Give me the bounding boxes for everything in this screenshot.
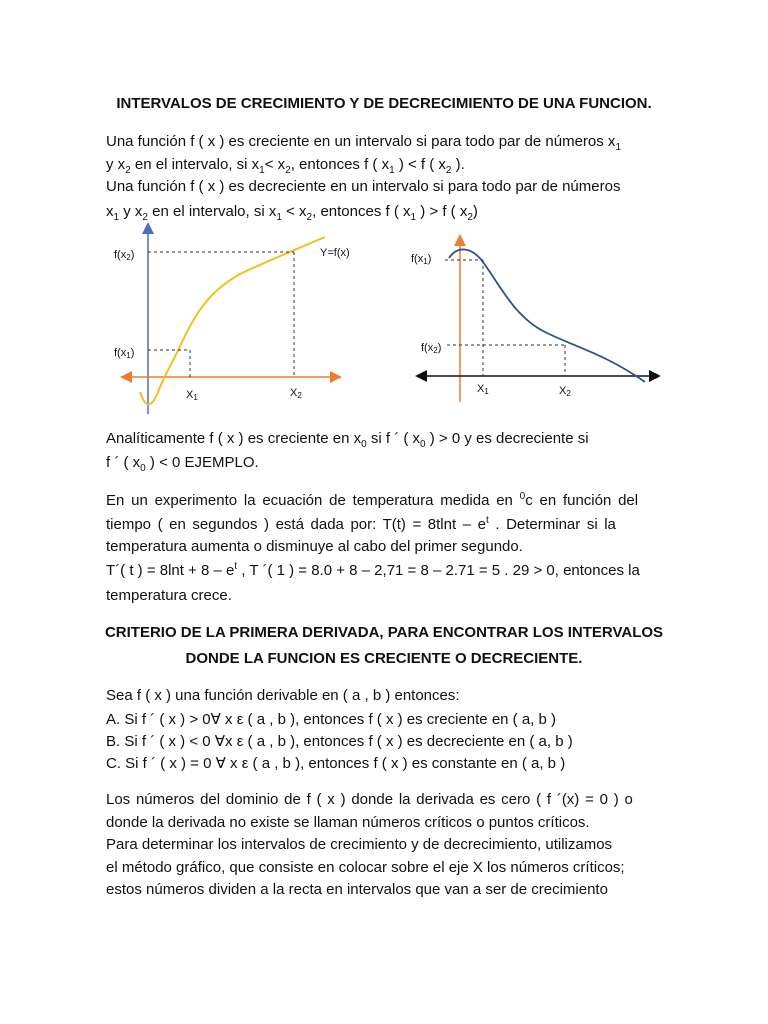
text: ) > 0 y es decreciente si bbox=[425, 430, 589, 447]
subscript: 2 bbox=[285, 165, 291, 176]
text: en el intervalo, si x bbox=[147, 203, 277, 220]
text: ) bbox=[472, 203, 478, 220]
text: , entonces f ( x bbox=[312, 203, 411, 220]
criterion-b: B. Si f ´ ( x ) < 0 ∀x ε ( a , b ), entonces f ( x ) es decreciente en ( a, b ) bbox=[106, 733, 573, 750]
superscript: t bbox=[234, 561, 238, 572]
subscript: 2 bbox=[467, 212, 473, 223]
experiment-line-5: temperatura crece. bbox=[106, 587, 232, 604]
text: T´( t ) = 8lnt + 8 – e bbox=[106, 562, 235, 579]
label-curve: Y=f(x) bbox=[320, 247, 350, 259]
text: x bbox=[106, 203, 114, 220]
superscript: t bbox=[485, 515, 489, 526]
label-x1: X1 bbox=[477, 383, 489, 396]
experiment-line-3: temperatura aumenta o disminuye al cabo del primer segundo. bbox=[106, 538, 523, 555]
subscript: 2 bbox=[125, 165, 131, 176]
definition-line-3: Una función f ( x ) es decreciente en un intervalo si para todo par de números bbox=[106, 178, 621, 195]
text: < x bbox=[264, 156, 286, 173]
subscript: 2 bbox=[306, 212, 313, 223]
critical-line-1: Los números del dominio de f ( x ) donde la derivada es cero ( f ´(x) = 0 ) o bbox=[106, 791, 633, 808]
decreasing-curve bbox=[449, 249, 645, 382]
experiment-line-4 bbox=[106, 561, 640, 579]
decreasing-function-graph bbox=[405, 232, 660, 412]
text: Una función f ( x ) es creciente en un intervalo si para todo par de números x bbox=[106, 133, 616, 150]
definition-line-4 bbox=[106, 203, 478, 223]
increasing-function-graph bbox=[100, 222, 350, 417]
text: en el intervalo, si x bbox=[130, 156, 260, 173]
text: ) > f ( x bbox=[416, 203, 468, 220]
text: si f ´ ( x bbox=[366, 430, 421, 447]
text: tiempo ( en segundos ) está dada por: T(t) = 8tlnt – e bbox=[106, 516, 486, 533]
text: y x bbox=[106, 156, 126, 173]
label-x2: X2 bbox=[290, 387, 302, 400]
text: f ´ ( x bbox=[106, 454, 141, 471]
text: , entonces f ( x bbox=[290, 156, 390, 173]
subscript: 1 bbox=[113, 212, 120, 223]
subscript: 1 bbox=[389, 165, 395, 176]
label-x2: X2 bbox=[559, 385, 571, 398]
text: , T ´( 1 ) = 8.0 + 8 – 2,71 = 8 – 2.71 = 5 . 29 > 0, entonces la bbox=[237, 562, 640, 579]
text: ). bbox=[451, 156, 465, 173]
criterion-c: C. Si f ´ ( x ) = 0 ∀ x ε ( a , b ), entonces f ( x ) es constante en ( a, b ) bbox=[106, 755, 566, 772]
text: y x bbox=[119, 203, 143, 220]
critical-line-2: donde la derivada no existe se llaman números críticos o puntos críticos. bbox=[106, 814, 590, 831]
analytic-line-1 bbox=[106, 430, 589, 450]
increasing-curve bbox=[140, 237, 325, 404]
text: En un experimento la ecuación de temperatura medida en bbox=[106, 492, 520, 509]
critical-line-5: estos números dividen a la recta en intervalos que van a ser de crecimiento bbox=[106, 881, 608, 898]
subscript: 1 bbox=[259, 165, 265, 176]
subscript: 1 bbox=[615, 142, 621, 153]
main-title: INTERVALOS DE CRECIMIENTO Y DE DECRECIMIENTO DE UNA FUNCION. bbox=[116, 95, 652, 112]
analytic-line-2 bbox=[106, 454, 259, 474]
text: ) < f ( x bbox=[394, 156, 446, 173]
subscript: 0 bbox=[140, 463, 146, 474]
label-fx2: f(x2) bbox=[421, 342, 442, 355]
subscript: 2 bbox=[142, 212, 148, 223]
experiment-line-1 bbox=[106, 491, 638, 509]
label-fx1: f(x1) bbox=[411, 253, 432, 266]
critical-line-4: el método gráfico, que consiste en colocar sobre el eje X los números críticos; bbox=[106, 859, 625, 876]
text: < x bbox=[281, 203, 307, 220]
critical-line-3: Para determinar los intervalos de crecimiento y de decrecimiento, utilizamos bbox=[106, 836, 613, 853]
section-title-line-2: DONDE LA FUNCION ES CRECIENTE O DECRECIENTE. bbox=[185, 650, 583, 667]
criterion-intro: Sea f ( x ) una función derivable en ( a , b ) entonces: bbox=[106, 687, 460, 704]
subscript: 0 bbox=[361, 439, 367, 450]
subscript: 1 bbox=[410, 212, 417, 223]
definition-line-1 bbox=[106, 133, 621, 153]
superscript: 0 bbox=[519, 491, 526, 502]
criterion-a: A. Si f ´ ( x ) > 0∀ x ε ( a , b ), entonces f ( x ) es creciente en ( a, b ) bbox=[106, 711, 557, 728]
text: c en función del bbox=[525, 492, 639, 509]
text: . Determinar si la bbox=[488, 516, 616, 533]
label-fx2: f(x2) bbox=[114, 249, 135, 262]
text: Analíticamente f ( x ) es creciente en x bbox=[106, 430, 362, 447]
definition-line-2 bbox=[106, 156, 465, 176]
section-title-line-1: CRITERIO DE LA PRIMERA DERIVADA, PARA ENCONTRAR LOS INTERVALOS bbox=[104, 624, 664, 641]
subscript: 1 bbox=[276, 212, 282, 223]
subscript: 2 bbox=[445, 165, 452, 176]
subscript: 0 bbox=[420, 439, 426, 450]
experiment-line-2 bbox=[106, 515, 616, 533]
text: ) < 0 EJEMPLO. bbox=[145, 454, 259, 471]
label-x1: X1 bbox=[186, 389, 198, 402]
label-fx1: f(x1) bbox=[114, 347, 135, 360]
